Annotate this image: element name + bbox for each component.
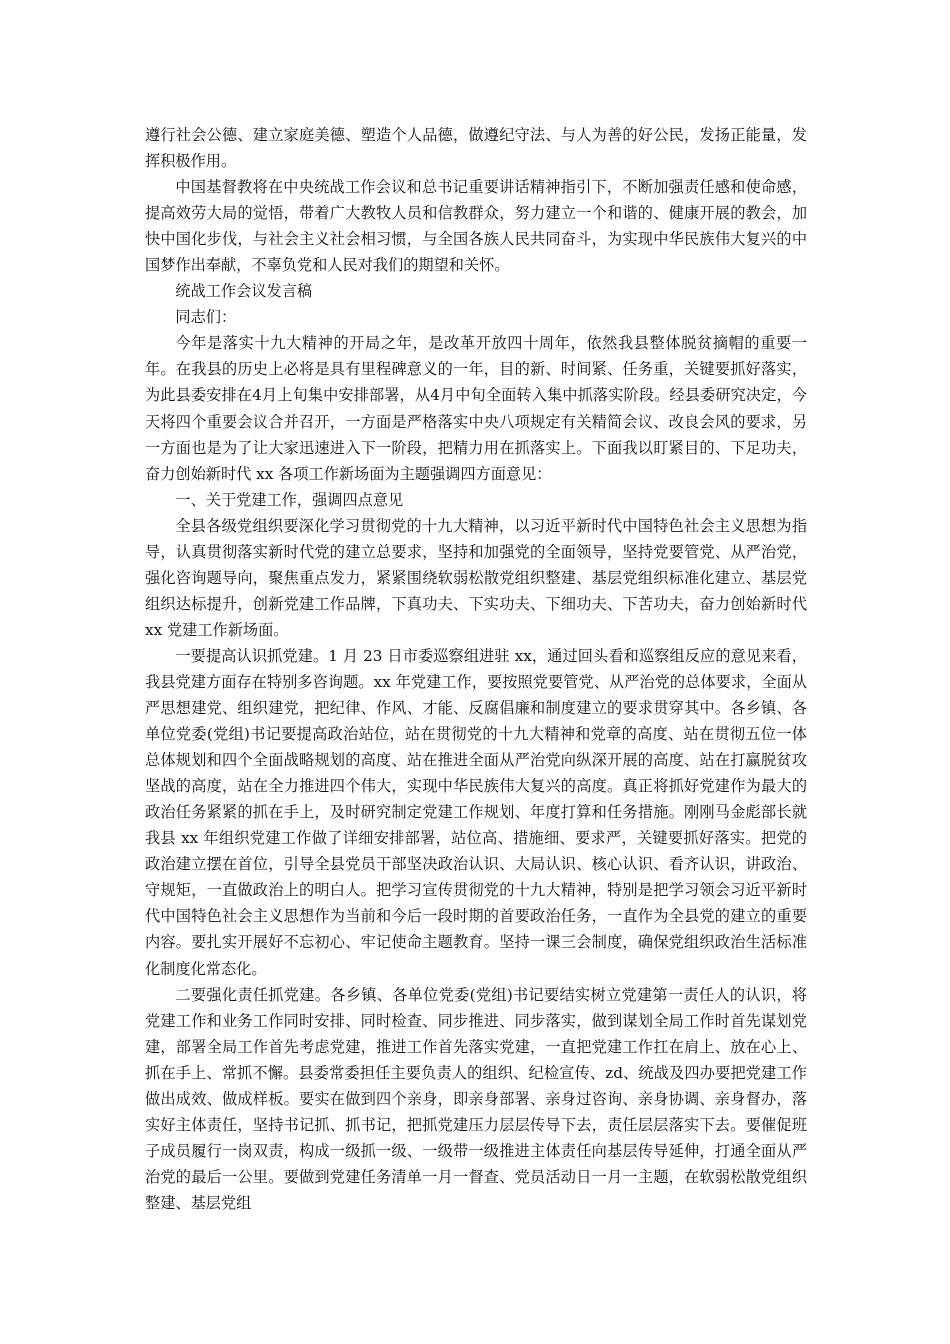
salutation: 同志们： xyxy=(175,308,237,327)
document-body xyxy=(145,122,807,1216)
paragraph: 中国基督教将在中央统战工作会议和总书记重要讲话精神指引下，不断加强责任感和使命感，提高效劳大局的觉悟，带着广大教牧人员和信教群众，努力建立一个和谐的、健康开展的教会，加快中国化步伐，与社会主义社会相习惯，与全国各族人民共同奋斗，为实现中华民族伟大复兴的中国梦作出奉献，不辜负党和人民对我们的期望和关怀。 xyxy=(145,178,807,275)
section-heading: 一、关于党建工作，强调四点意见 xyxy=(175,490,404,509)
paragraph: 今年是落实十九大精神的开局之年，是改革开放四十周年，依然我县整体脱贫摘帽的重要一年。在我县的历史上必将是具有里程碑意义的一年，目的新、时间紧、任务重，关键要抓好落实，为此县委安排在4月上旬集中安排部署，从4月中旬全面转入集中抓落实阶段。经县委研究决定，今天将四个重要会议合并召开，一方面是严格落实中央八项规定有关精简会议、改良会风的要求，另一方面也是为了让大家迅速进入下一阶段，把精力用在抓落实上。下面我以盯紧目的、下足功夫，奋力创始新时代 xx 各项工作新场面为主题强调四方面意见： xyxy=(145,334,807,483)
section-title: 统战工作会议发言稿 xyxy=(175,282,313,301)
paragraph: 遵行社会公德、建立家庭美德、塑造个人品德，做遵纪守法、与人为善的好公民，发扬正能量，发挥积极作用。 xyxy=(145,126,807,171)
paragraph: 二要强化责任抓党建。各乡镇、各单位党委(党组)书记要结实树立党建第一责任人的认识，将党建工作和业务工作同时安排、同时检查、同步推进、同步落实，做到谋划全局工作时首先谋划党建，部署全局工作首先考虑党建，推进工作首先落实党建，一直把党建工作扛在肩上、放在心上、抓在手上、常抓不懈。县委常委担任主要负责人的组织、纪检宣传、zd、统战及四办要把党建工作做出成效、做成样板。要实在做到四个亲身，即亲身部署、亲身过咨询、亲身协调、亲身督办，落实好主体责任，坚持书记抓、抓书记，把抓党建压力层层传导下去，责任层层落实下去。要催促班子成员履行一岗双责，构成一级抓一级、一级带一级推进主体责任向基层传导延伸，打通全面从严治党的最后一公里。要做到党建任务清单一月一督查、党员活动日一月一主题，在软弱松散党组织整建、基层党组 xyxy=(145,985,807,1212)
paragraph: 全县各级党组织要深化学习贯彻党的十九大精神，以习近平新时代中国特色社会主义思想为指导，认真贯彻落实新时代党的建立总要求，坚持和加强党的全面领导，坚持党要管党、从严治党，强化咨询题导向，聚焦重点发力，紧紧围绕软弱松散党组织整建、基层党组织标准化建立、基层党组织达标提升，创新党建工作品牌，下真功夫、下实功夫、下细功夫、下苦功夫，奋力创始新时代 xx 党建工作新场面。 xyxy=(145,516,807,639)
paragraph: 一要提高认识抓党建。1 月 23 日市委巡察组进驻 xx，通过回头看和巡察组反应的意见来看，我县党建方面存在特别多咨询题。xx 年党建工作，要按照党要管党、从严治党的总体要求，全面从严思想建党、组织建党，把纪律、作风、才能、反腐倡廉和制度建立的要求贯穿其中。各乡镇、各单位党委(党组)书记要提高政治站位，站在贯彻党的十九大精神和党章的高度、站在贯彻五位一体总体规划和四个全面战略规划的高度、站在推进全面从严治党向纵深开展的高度、站在打赢脱贫攻坚战的高度，站在全力推进四个伟大，实现中华民族伟大复兴的高度。真正将抓好党建作为最大的政治任务紧紧的抓在手上，及时研究制定党建工作规划、年度打算和任务措施。刚刚马金彪部长就我县 xx 年组织党建工作做了详细安排部署，站位高、措施细、要求严，关键要抓好落实。把党的政治建立摆在首位，引导全县党员干部坚决政治认识、大局认识、核心认识、看齐认识，讲政治、守规矩，一直做政治上的明白人。把学习宣传贯彻党的十九大精神，特别是把学习领会习近平新时代中国特色社会主义思想作为当前和今后一段时期的首要政治任务，一直作为全县党的建立的重要内容。要扎实开展好不忘初心、牢记使命主题教育。坚持一课三会制度，确保党组织政治生活标准化制度化常态化。 xyxy=(145,646,807,978)
